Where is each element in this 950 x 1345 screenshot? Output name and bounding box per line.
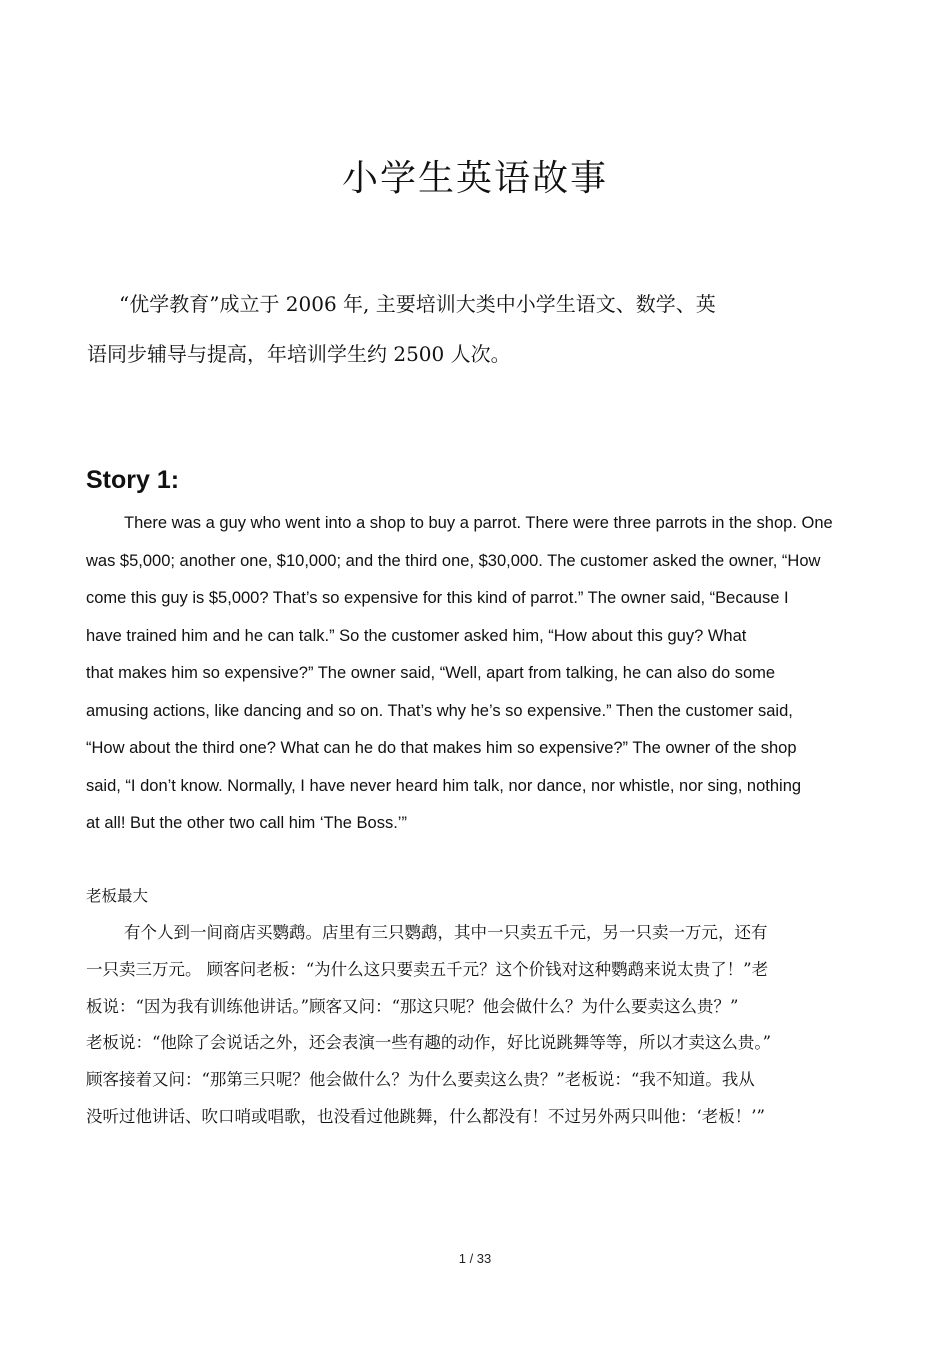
story-line: at all! But the other two call him ‘The Boss.’” — [86, 814, 407, 832]
chinese-story — [86, 918, 886, 1139]
page-number: 1 / 33 — [458, 1251, 492, 1266]
story-line: 板说：“因为我有训练他讲话。”顾客又问：“那这只呢？他会做什么？为什么要卖这么贵？” — [86, 996, 739, 1016]
intro-paragraph — [87, 288, 847, 388]
story-line: There was a guy who went into a shop to buy a parrot. There were three parrots in the shop. One — [124, 514, 833, 532]
story-line: was $5,000; another one, $10,000; and the third one, $30,000. The customer asked the owner, “How — [86, 551, 821, 570]
story-line: “How about the third one? What can he do that makes him so expensive?” The owner of the shop — [86, 739, 797, 757]
story-line: that makes him so expensive?” The owner said, “Well, apart from talking, he can also do some — [86, 664, 776, 682]
story-line: come this guy is $5,000? That’s so expensive for this kind of parrot.” The owner said, “Because I — [86, 589, 789, 607]
story-line: 没听过他讲话、吹口哨或唱歌，也没看过他跳舞，什么都没有！不过另外两只叫他：‘老板！’” — [86, 1106, 765, 1126]
story-line: 顾客接着又问：“那第三只呢？他会做什么？为什么要卖这么贵？”老板说：“我不知道。我从 — [86, 1070, 755, 1090]
english-story — [86, 508, 950, 846]
story-line: have trained him and he can talk.” So the customer asked him, “How about this guy? What — [86, 626, 747, 645]
story-line: 有个人到一间商店买鹦鹉。店里有三只鹦鹉，其中一只卖五千元，另一只卖一万元，还有 — [124, 923, 768, 942]
chinese-subtitle: 老板最大 — [86, 887, 149, 905]
intro-line: 语同步辅导与提高，年培训学生约 2500 人次。 — [87, 342, 511, 366]
story-line: 老板说：“他除了会说话之外，还会表演一些有趣的动作，好比说跳舞等等，所以才卖这么贵。” — [86, 1033, 772, 1053]
story-heading: Story 1: — [86, 466, 180, 494]
story-line: 一只卖三万元。 顾客问老板：“为什么这只要卖五千元？这个价钱对这种鹦鹉来说太贵了！”老 — [86, 959, 769, 979]
intro-line: “优学教育”成立于 2006 年, 主要培训大类中小学生语文、数学、英 — [119, 292, 716, 316]
page-title: 小学生英语故事 — [341, 158, 608, 199]
story-line: said, “I don’t know. Normally, I have never heard him talk, nor dance, nor whistle, nor sing, nothing — [86, 776, 802, 795]
story-line: amusing actions, like dancing and so on. That’s why he’s so expensive.” Then the customer said, — [86, 701, 793, 720]
